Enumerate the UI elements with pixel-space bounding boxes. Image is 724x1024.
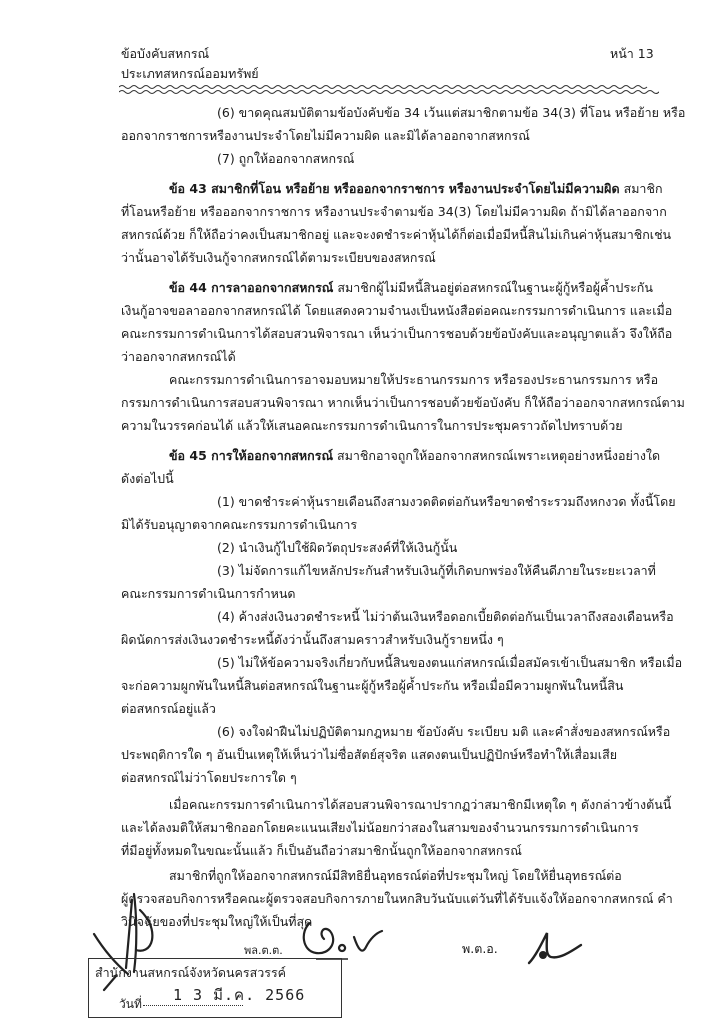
header-cooperative-type: ประเภทสหกรณ์ออมทรัพย์ bbox=[121, 66, 259, 81]
clause-44-line4: ว่าออกจากสหกรณ์ได้ bbox=[121, 349, 236, 364]
clause-44-para2-line2: กรรมการดำเนินการสอบสวนพิจารณา หากเห็นว่าเป็นการชอบด้วยข้อบังคับ ก็ให้ถือว่าออกจากสหกรณ์ตาม bbox=[121, 395, 685, 410]
clause-45-item-6-line1: (6) จงใจฝ่าฝืนไม่ปฏิบัติตามกฎหมาย ข้อบังคับ ระเบียบ มติ และคำสั่งของสหกรณ์หรือ bbox=[217, 724, 671, 739]
clause-44-line3: คณะกรรมการดำเนินการได้สอบสวนพิจารณา เห็นว่าเป็นการชอบด้วยข้อบังคับและอนุญาตแล้ว จึงให้ถือ bbox=[121, 326, 673, 341]
clause-45-para3-line1: สมาชิกที่ถูกให้ออกจากสหกรณ์มีสิทธิยื่นอุทธรณ์ต่อที่ประชุมใหญ่ โดยให้ยื่นอุทธรณ์ต่อ bbox=[169, 868, 622, 883]
clause-43-line4: ว่านั้นอาจได้รับเงินกู้จากสหกรณ์ได้ตามระเบียบของสหกรณ์ bbox=[121, 250, 436, 265]
clause-45-para2-line1: เมื่อคณะกรรมการดำเนินการได้สอบสวนพิจารณาปรากฏว่าสมาชิกมีเหตุใด ๆ ดังกล่าวข้างต้นนี้ bbox=[169, 797, 672, 812]
clause-45-item-3-line1: (3) ไม่จัดการแก้ไขหลักประกันสำหรับเงินกู้ที่เกิดบกพร่องให้คืนดีภายในระยะเวลาที่ bbox=[217, 563, 656, 578]
stamp-date: 1 3 มี.ค. 2566 bbox=[173, 986, 306, 1004]
clause-45-item-6-line3: ต่อสหกรณ์ไม่ว่าโดยประการใด ๆ bbox=[121, 770, 297, 785]
stamp-date-label: วันที่ bbox=[119, 997, 142, 1011]
clause-42-item-6-line1: (6) ขาดคุณสมบัติตามข้อบังคับข้อ 34 เว้นแต่สมาชิกตามข้อ 34(3) ที่โอน หรือย้าย หรือ bbox=[217, 105, 686, 120]
clause-45-item-5-line3: ต่อสหกรณ์อยู่แล้ว bbox=[121, 701, 216, 716]
clause-45-item-5-line2: จะก่อความผูกพันในหนี้สินต่อสหกรณ์ในฐานะผู้กู้หรือผู้ค้ำประกัน หรือเมื่อมีความผูกพันในหนี้สิน bbox=[121, 678, 624, 693]
stamp-dotted-line bbox=[143, 1005, 243, 1006]
clause-43-heading: ข้อ 43 สมาชิกที่โอน หรือย้าย หรือออกจากราชการ หรืองานประจำโดยไม่มีความผิด bbox=[169, 181, 620, 196]
clause-45-item-4-line1: (4) ค้างส่งเงินงวดชำระหนี้ ไม่ว่าต้นเงินหรือดอกเบี้ยติดต่อกันเป็นเวลาถึงสองเดือนหรือ bbox=[217, 609, 674, 624]
receipt-stamp bbox=[88, 958, 342, 1018]
clause-45-heading: ข้อ 45 การให้ออกจากสหกรณ์ bbox=[169, 448, 334, 463]
clause-45-para2-line2: และได้ลงมติให้สมาชิกออกโดยคะแนนเสียงไม่น้อยกว่าสองในสามของจำนวนกรรมการดำเนินการ bbox=[121, 820, 639, 835]
clause-45-item-6-line2: ประพฤติการใด ๆ อันเป็นเหตุให้เห็นว่าไม่ซื่อสัตย์สุจริต แสดงตนเป็นปฏิปักษ์หรือทำให้เสื่อมเสีย bbox=[121, 747, 618, 762]
page-number: หน้า 13 bbox=[610, 46, 654, 61]
clause-45-para2-line3: ที่มีอยู่ทั้งหมดในขณะนั้นแล้ว ก็เป็นอันถือว่าสมาชิกนั้นถูกให้ออกจากสหกรณ์ bbox=[121, 843, 522, 858]
stamp-office-name: สำนักงานสหกรณ์จังหวัดนครสวรรค์ bbox=[95, 965, 287, 980]
handwritten-signature-right bbox=[525, 925, 585, 970]
signature-label-police-major-general: พล.ต.ต. bbox=[244, 944, 283, 957]
clause-45-item-2: (2) นำเงินกู้ไปใช้ผิดวัตถุประสงค์ที่ให้เงินกู้นั้น bbox=[217, 540, 458, 555]
clause-44-heading: ข้อ 44 การลาออกจากสหกรณ์ bbox=[169, 280, 334, 295]
clause-45-item-5-line1: (5) ไม่ให้ข้อความจริงเกี่ยวกับหนี้สินของตนแก่สหกรณ์เมื่อสมัครเข้าเป็นสมาชิก หรือเมื่อ bbox=[217, 655, 683, 670]
clause-45-item-1-line1: (1) ขาดชำระค่าหุ้นรายเดือนถึงสามงวดติดต่อกันหรือขาดชำระรวมถึงหกงวด ทั้งนี้โดย bbox=[217, 494, 676, 509]
header-regulation-title: ข้อบังคับสหกรณ์ bbox=[121, 46, 210, 61]
clause-43-heading-line bbox=[169, 181, 663, 196]
clause-44-para2-line3: ความในวรรคก่อนได้ แล้วให้เสนอคณะกรรมการดำเนินการในการประชุมคราวถัดไปทราบด้วย bbox=[121, 418, 623, 433]
clause-44-line2: เงินกู้อาจขอลาออกจากสหกรณ์ได้ โดยแสดงความจำนงเป็นหนังสือต่อคณะกรรมการดำเนินการ และเมื่อ bbox=[121, 303, 673, 318]
clause-43-text-start: สมาชิก bbox=[619, 181, 663, 196]
clause-45-item-1-line2: มิได้รับอนุญาตจากคณะกรรมการดำเนินการ bbox=[121, 517, 358, 532]
clause-45-item-4-line2: ผิดนัดการส่งเงินงวดชำระหนี้ดังว่านั้นถึงสามคราวสำหรับเงินกู้รายหนึ่ง ๆ bbox=[121, 632, 504, 647]
clause-45-para3-line3: วินิจฉัยของที่ประชุมใหญ่ให้เป็นที่สุด bbox=[121, 914, 313, 929]
clause-45-heading-line bbox=[169, 448, 660, 463]
clause-45-line2: ดังต่อไปนี้ bbox=[121, 471, 174, 486]
signature-label-police-colonel: พ.ต.อ. bbox=[462, 941, 498, 956]
clause-42-item-7: (7) ถูกให้ออกจากสหกรณ์ bbox=[217, 151, 355, 166]
wavy-divider bbox=[119, 84, 659, 96]
clause-44-heading-line bbox=[169, 280, 653, 295]
clause-45-text-start: สมาชิกอาจถูกให้ออกจากสหกรณ์เพราะเหตุอย่างหนึ่งอย่างใด bbox=[333, 448, 661, 463]
clause-43-line3: สหกรณ์ด้วย ก็ให้ถือว่าคงเป็นสมาชิกอยู่ และจะงดชำระค่าหุ้นได้ก็ต่อเมื่อมีหนี้สินไม่เกินค่าหุ้นสมาชิกเช่น bbox=[121, 227, 672, 242]
clause-45-para3-line2: ผู้ตรวจสอบกิจการหรือคณะผู้ตรวจสอบกิจการภายในหกสิบวันนับแต่วันที่ได้รับแจ้งให้ออกจากสหกรณ์ คำ bbox=[121, 891, 673, 906]
clause-42-item-6-line2: ออกจากราชการหรืองานประจำโดยไม่มีความผิด และมิได้ลาออกจากสหกรณ์ bbox=[121, 128, 530, 143]
clause-44-para2-line1: คณะกรรมการดำเนินการอาจมอบหมายให้ประธานกรรมการ หรือรองประธานกรรมการ หรือ bbox=[169, 372, 659, 387]
clause-44-text-start: สมาชิกผู้ไม่มีหนี้สินอยู่ต่อสหกรณ์ในฐานะผู้กู้หรือผู้ค้ำประกัน bbox=[333, 280, 653, 295]
clause-43-line2: ที่โอนหรือย้าย หรือออกจากราชการ หรืองานประจำตามข้อ 34(3) โดยไม่มีความผิด ถ้ามิได้ลาออกจาก bbox=[121, 204, 667, 219]
clause-45-item-3-line2: คณะกรรมการดำเนินการกำหนด bbox=[121, 586, 296, 601]
